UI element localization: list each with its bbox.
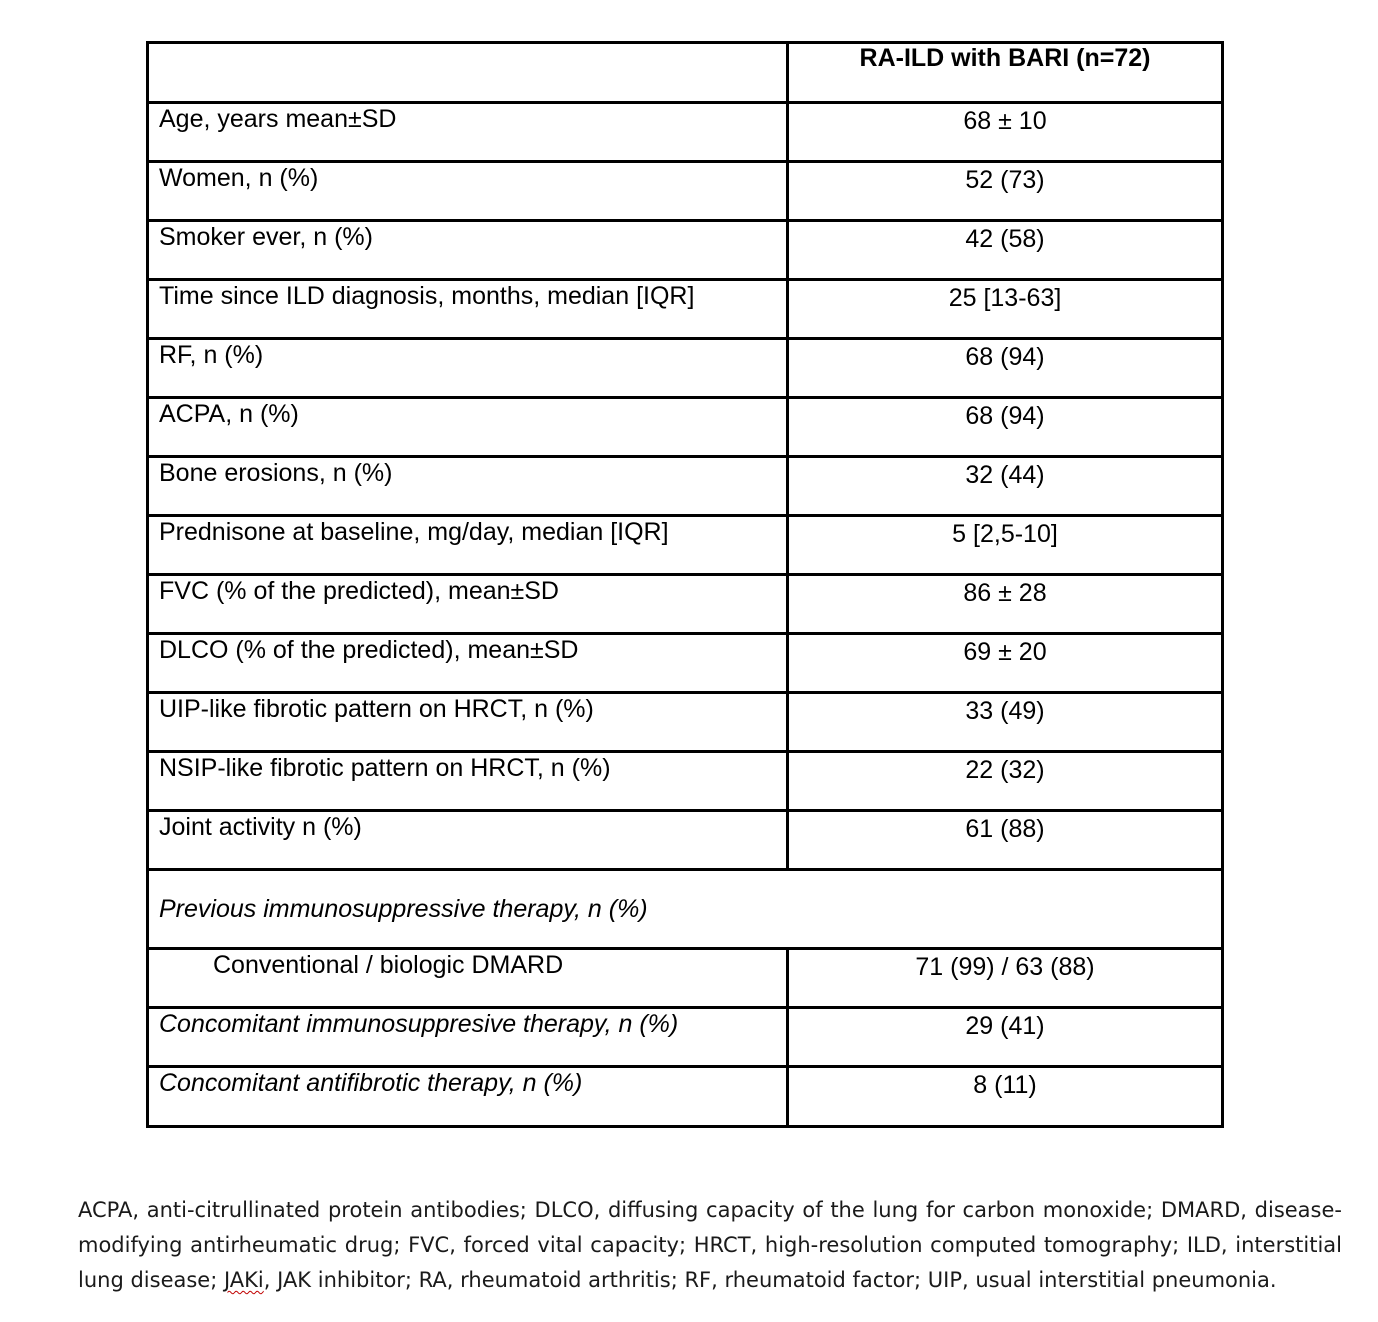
row-label: Concomitant immunosuppresive therapy, n (%) [148, 1008, 788, 1067]
row-value: 68 (94) [788, 398, 1223, 457]
row-value: 71 (99) / 63 (88) [788, 949, 1223, 1008]
table-row [148, 221, 1223, 280]
row-value: 61 (88) [788, 811, 1223, 870]
table-row [148, 398, 1223, 457]
row-label: Time since ILD diagnosis, months, median [IQR] [148, 280, 788, 339]
row-value: 33 (49) [788, 693, 1223, 752]
table-row [148, 634, 1223, 693]
row-value: 25 [13-63] [788, 280, 1223, 339]
row-value: 5 [2,5-10] [788, 516, 1223, 575]
row-value: 52 (73) [788, 162, 1223, 221]
table-row [148, 811, 1223, 870]
table-row [148, 752, 1223, 811]
footnote-text-after: , JAK inhibitor; RA, rheumatoid arthritis; RF, rheumatoid factor; UIP, usual interstitial pneumonia. [263, 1268, 1277, 1292]
table-row [148, 516, 1223, 575]
row-label: DLCO (% of the predicted), mean±SD [148, 634, 788, 693]
row-value: 29 (41) [788, 1008, 1223, 1067]
header-value-cell: RA-ILD with BARI (n=72) [788, 43, 1223, 103]
row-value: 68 ± 10 [788, 103, 1223, 162]
table-row [148, 575, 1223, 634]
row-label: UIP-like fibrotic pattern on HRCT, n (%) [148, 693, 788, 752]
spellcheck-flagged-word: JAKi [223, 1268, 264, 1292]
table-row [148, 1008, 1223, 1067]
row-value: 42 (58) [788, 221, 1223, 280]
baseline-characteristics-table [146, 41, 1224, 1128]
row-value: 68 (94) [788, 339, 1223, 398]
row-label: Joint activity n (%) [148, 811, 788, 870]
row-value: 8 (11) [788, 1067, 1223, 1127]
row-label: Concomitant antifibrotic therapy, n (%) [148, 1067, 788, 1127]
table-row [148, 949, 1223, 1008]
table-row [148, 103, 1223, 162]
row-value: 22 (32) [788, 752, 1223, 811]
header-label-cell [148, 43, 788, 103]
row-label: Women, n (%) [148, 162, 788, 221]
row-label: NSIP-like fibrotic pattern on HRCT, n (%) [148, 752, 788, 811]
row-label: Conventional / biologic DMARD [148, 949, 788, 1008]
table-row [148, 1067, 1223, 1127]
table-row [148, 693, 1223, 752]
footnote-text-before: ACPA, anti-citrullinated protein antibodies; DLCO, diffusing capacity of the lung for carbon monoxide; DMARD, disease-modifying antirheumatic drug; FVC, forced vital capacity; HRCT, high-resolution computed tomography; ILD, interstitial lung disease; [78, 1198, 1342, 1292]
row-label: Smoker ever, n (%) [148, 221, 788, 280]
table-row [148, 457, 1223, 516]
table-row [148, 339, 1223, 398]
row-value: 32 (44) [788, 457, 1223, 516]
section-header-row [148, 870, 1223, 949]
row-label: FVC (% of the predicted), mean±SD [148, 575, 788, 634]
row-label: Prednisone at baseline, mg/day, median [IQR] [148, 516, 788, 575]
table-header-row [148, 43, 1223, 103]
table-row [148, 162, 1223, 221]
row-value: 86 ± 28 [788, 575, 1223, 634]
row-label: Bone erosions, n (%) [148, 457, 788, 516]
abbreviations-footnote [78, 1193, 1342, 1298]
row-value: 69 ± 20 [788, 634, 1223, 693]
table-row [148, 280, 1223, 339]
row-label: Age, years mean±SD [148, 103, 788, 162]
section-label: Previous immunosuppressive therapy, n (%) [148, 870, 1223, 949]
row-label: RF, n (%) [148, 339, 788, 398]
row-label: ACPA, n (%) [148, 398, 788, 457]
